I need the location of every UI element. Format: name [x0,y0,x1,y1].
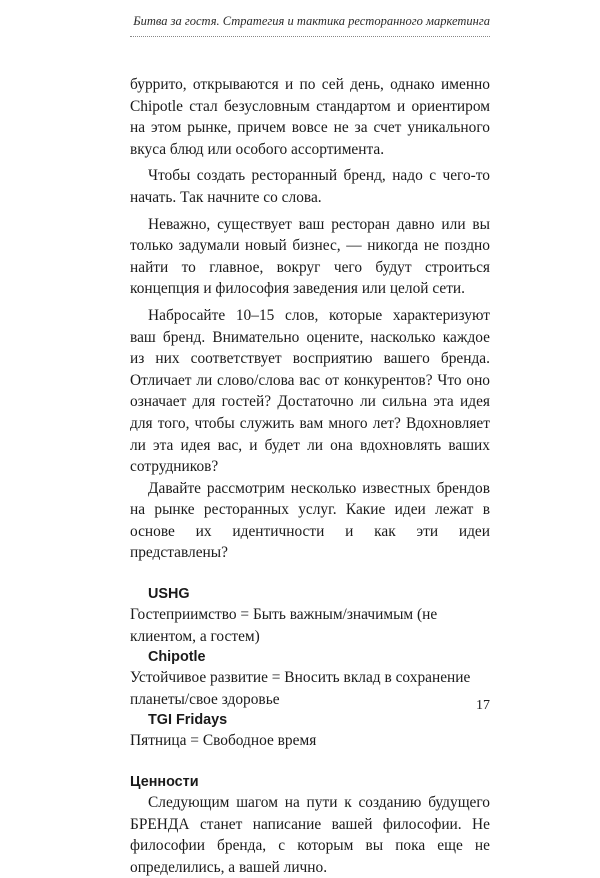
values-paragraph: Следующим шагом на пути к созданию будущего БРЕНДА станет написание вашей философии. Не философии бренда, с которым вы пока еще не определились, а вашей лично. [130,794,490,876]
paragraph-1: буррито, открываются и по сей день, однако именно Chipotle стал безусловным стандартом и ориентиром на этом рынке, причем вовсе не за счет уникального вкуса блюд или особого ассортимента. [130,76,490,158]
page-number: 17 [476,698,490,713]
page-body [130,74,490,878]
brand-name-chipotle: Chipotle [148,649,206,666]
header-divider [130,36,490,37]
paragraph-3: Неважно, существует ваш ресторан давно или вы только задумали новый бизнес, — никогда не поздно найти то главное, вокруг чего будут строиться концепция и философия заведения или целой сети. [130,215,490,298]
brand-value-ushg: Гостеприимство = Быть важным/значимым (не клиентом, а гостем) [130,606,438,645]
running-head: Битва за гостя. Стратегия и тактика ресторанного маркетинга [133,14,490,28]
brand-name-tgi-fridays: TGI Fridays [148,712,228,729]
brand-value-chipotle: Устойчивое развитие = Вносить вклад в сохранение планеты/свое здоровье [130,669,471,708]
paragraph-4: Набросайте 10–15 слов, которые характеризуют ваш бренд. Внимательно оцените, насколько каждое из них соответствует восприятию вашего бренда. Отличает ли слово/слова вас от конкурентов? Что оно означает для гостей? Достаточно ли сильна эта идея для того, чтобы служить вам много лет? Вдохновляет ли эта идея вас, и будет ли она вдохновлять ваших сотрудников? [130,306,490,476]
paragraph-5: Давайте рассмотрим несколько известных брендов на рынке ресторанных услуг. Какие идеи лежат в основе их идентичности и как эти идеи представлены? [130,479,490,562]
values-heading: Ценности [130,774,199,791]
brand-value-tgi-fridays: Пятница = Свободное время [130,732,317,750]
brand-name-ushg: USHG [148,586,190,603]
paragraph-2: Чтобы создать ресторанный бренд, надо с чего-то начать. Так начните со слова. [130,167,490,206]
brand-examples [130,584,490,752]
